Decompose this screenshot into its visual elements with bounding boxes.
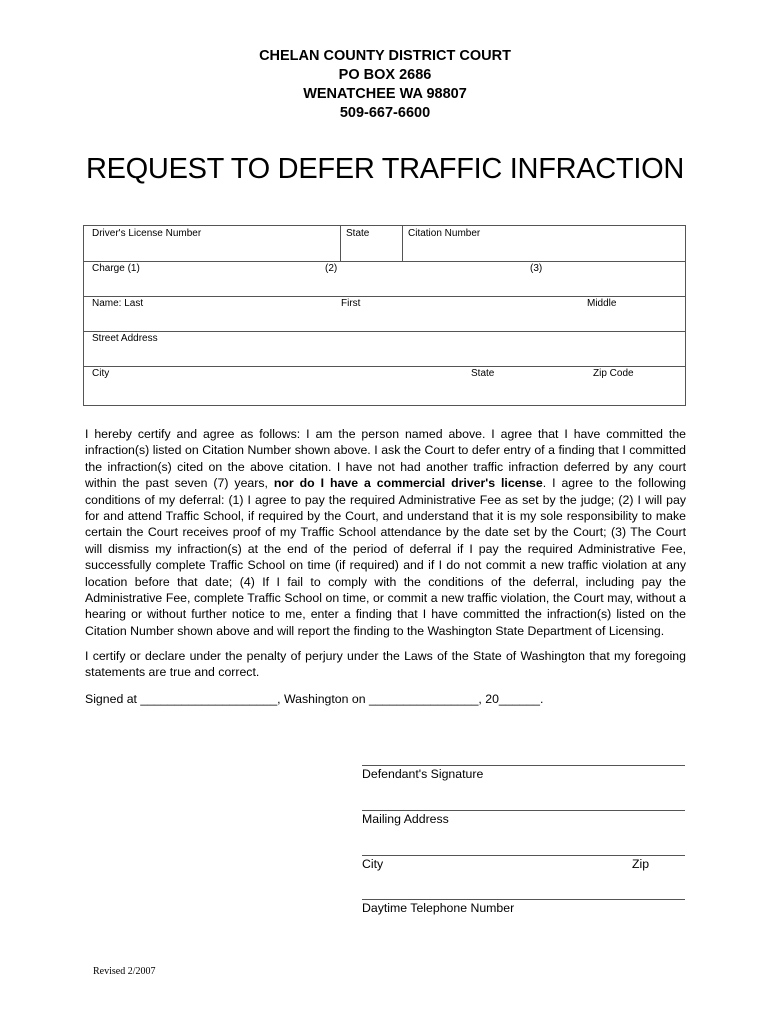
court-city: WENATCHEE WA 98807 <box>303 86 467 102</box>
certify-bold-text: nor do I have a commercial driver's license <box>273 476 543 491</box>
license-row <box>84 226 685 262</box>
certification-paragraph <box>85 426 686 639</box>
revised-date: Revised 2/2007 <box>93 966 156 977</box>
charge3-label: (3) <box>530 263 543 274</box>
charge1-label: Charge (1) <box>92 263 140 274</box>
divider <box>402 226 403 261</box>
sig-city-label: City <box>362 857 384 871</box>
mailing-address-label: Mailing Address <box>362 812 449 826</box>
phone-label: Daytime Telephone Number <box>362 901 515 915</box>
signed-at-line: Signed at ____________________, Washington on ________________, 20______. <box>85 692 544 706</box>
court-name: CHELAN COUNTY DISTRICT COURT <box>259 48 511 64</box>
street-row <box>84 331 685 367</box>
phone-line <box>362 899 685 900</box>
state-label: State <box>346 228 370 239</box>
sig-zip-label: Zip <box>632 857 650 871</box>
city-label: City <box>92 368 110 379</box>
charge-row <box>84 261 685 297</box>
charge2-label: (2) <box>325 263 338 274</box>
city-row <box>84 366 685 401</box>
page-title: REQUEST TO DEFER TRAFFIC INFRACTION <box>85 153 685 185</box>
city-line <box>362 855 685 856</box>
defendant-signature-label: Defendant's Signature <box>362 767 484 781</box>
court-po-box: PO BOX 2686 <box>338 67 432 83</box>
divider <box>340 226 341 261</box>
certify-text-2: . I agree to the following conditions of my deferral: (1) I agree to pay the required Administrative Fee as set by the judge; (2) I will pay for and attend Traffic School, if required by the Court, and understand that it is my sole responsibility to make certain the Court receives proof of my Traffic School attendance by the date set by the Court; (3) The Court will dismiss my infraction(s) at the end of the period of deferral if I pay the required Administrative Fee, successfully complete Traffic School on time (if required) and if I do not commit a new traffic violation at any location before that date; (4) If I fail to comply with the conditions of the deferral, including pay the Administrative Fee, complete Traffic School on time, or commit a new traffic violation, the Court may, without a hearing or without further notice to me, enter a finding that I have committed the infraction(s) listed on the Citation Number shown above and will report the finding to the Washington State Department of Licensing. <box>85 476 686 638</box>
defendant-info-form <box>83 225 686 406</box>
middle-name-label: Middle <box>587 298 617 309</box>
signature-line <box>362 765 685 766</box>
city-state-label: State <box>471 368 495 379</box>
street-label: Street Address <box>92 333 158 344</box>
citation-label: Citation Number <box>408 228 481 239</box>
last-name-label: Name: Last <box>92 298 144 309</box>
name-row <box>84 296 685 332</box>
zip-code-label: Zip Code <box>593 368 634 379</box>
perjury-statement: I certify or declare under the penalty of perjury under the Laws of the State of Washington that my foregoing statements are true and correct. <box>85 649 686 680</box>
certify-text-1: I hereby certify and agree as follows: I am the person named above. I agree that I have committed the infraction(s) listed on Citation Number shown above. I ask the Court to defer entry of a finding that I committed the infraction(s) cited on the above citation. I have not had another traffic infraction deferred by any court within the past seven (7) years, <box>85 427 686 491</box>
license-label: Driver's License Number <box>92 228 202 239</box>
mailing-line <box>362 810 685 811</box>
first-name-label: First <box>341 298 361 309</box>
court-phone: 509-667-6600 <box>339 105 431 121</box>
